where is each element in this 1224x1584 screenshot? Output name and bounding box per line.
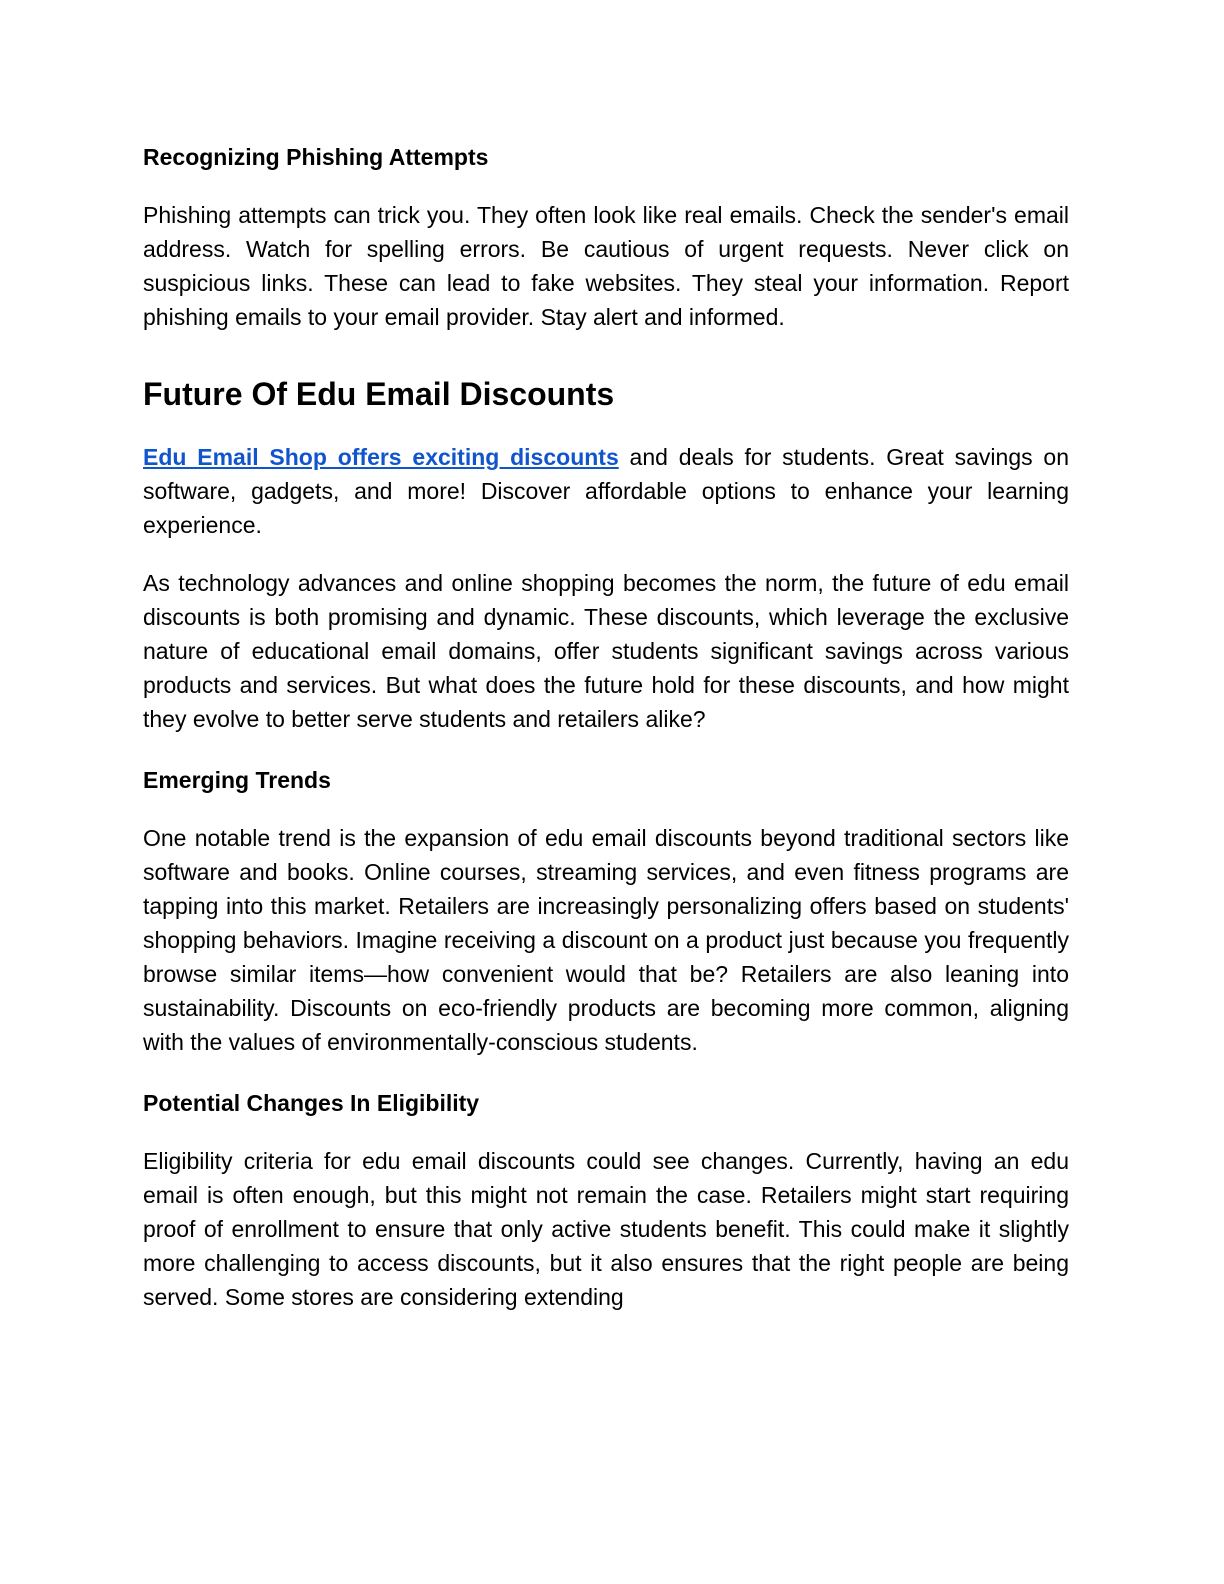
paragraph-intro xyxy=(143,440,1069,542)
paragraph-eligibility: Eligibility criteria for edu email discounts could see changes. Currently, having an edu email is often enough, but this might not remain the case. Retailers might start requiring proof of enrollment to ensure that only active students benefit. This could make it slightly more challenging to access discounts, but it also ensures that the right people are being served. Some stores are considering extending xyxy=(143,1148,1069,1310)
edu-email-shop-link[interactable]: Edu Email Shop offers exciting discounts xyxy=(143,444,619,470)
intro-text: and deals for students. Great savings on software, gadgets, and more! Discover affordable options to enhance your learning experience. xyxy=(143,444,1069,538)
heading-recognizing-phishing: Recognizing Phishing Attempts xyxy=(143,144,489,170)
heading-emerging-trends: Emerging Trends xyxy=(143,767,331,793)
paragraph-future: As technology advances and online shopping becomes the norm, the future of edu email discounts is both promising and dynamic. These discounts, which leverage the exclusive nature of educational email domains, offer students significant savings across various products and services. But what does the future hold for these discounts, and how might they evolve to better serve students and retailers alike? xyxy=(143,570,1069,732)
document-page xyxy=(143,140,1069,1314)
heading-eligibility: Potential Changes In Eligibility xyxy=(143,1090,480,1116)
heading-future-of-edu-email-discounts: Future Of Edu Email Discounts xyxy=(143,376,615,412)
paragraph-trends: One notable trend is the expansion of edu email discounts beyond traditional sectors like software and books. Online courses, streaming services, and even fitness programs are tapping into this market. Retailers are increasingly personalizing offers based on students' shopping behaviors. Imagine receiving a discount on a product just because you frequently browse similar items—how convenient would that be? Retailers are also leaning into sustainability. Discounts on eco-friendly products are becoming more common, aligning with the values of environmentally-conscious students. xyxy=(143,825,1069,1055)
paragraph-phishing: Phishing attempts can trick you. They often look like real emails. Check the sender's email address. Watch for spelling errors. Be cautious of urgent requests. Never click on suspicious links. These can lead to fake websites. They steal your information. Report phishing emails to your email provider. Stay alert and informed. xyxy=(143,202,1069,330)
